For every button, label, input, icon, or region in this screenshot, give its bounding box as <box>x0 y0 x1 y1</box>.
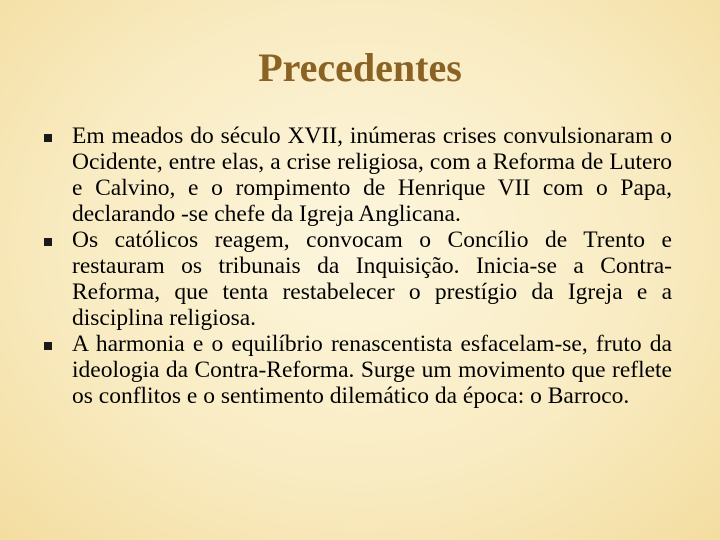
bullet-text: Em meados do século XVII, inúmeras crises convulsionaram o Ocidente, entre elas, a crise religiosa, com a Reforma de Lutero e Calvino, e o rompimento de Henrique VII com o Papa, declarando -se chefe da Igreja Anglicana. <box>72 123 672 227</box>
bullet-text: Os católicos reagem, convocam o Concílio de Trento e restauram os tribunais da Inquisição. Inicia-se a Contra-Reforma, que tenta restabelecer o prestígio da Igreja e a disciplina religiosa. <box>72 227 672 331</box>
slide-title: Precedentes <box>258 45 462 90</box>
bullet-list <box>44 123 672 409</box>
bullet-item <box>44 331 672 409</box>
square-bullet-icon <box>44 134 52 142</box>
square-bullet-icon <box>44 342 52 350</box>
bullet-item <box>44 227 672 331</box>
bullet-text: A harmonia e o equilíbrio renascentista esfacelam-se, fruto da ideologia da Contra-Reforma. Surge um movimento que reflete os conflitos e o sentimento dilemático da época: o Barroco. <box>72 331 672 409</box>
square-bullet-icon <box>44 238 52 246</box>
bullet-item <box>44 123 672 227</box>
